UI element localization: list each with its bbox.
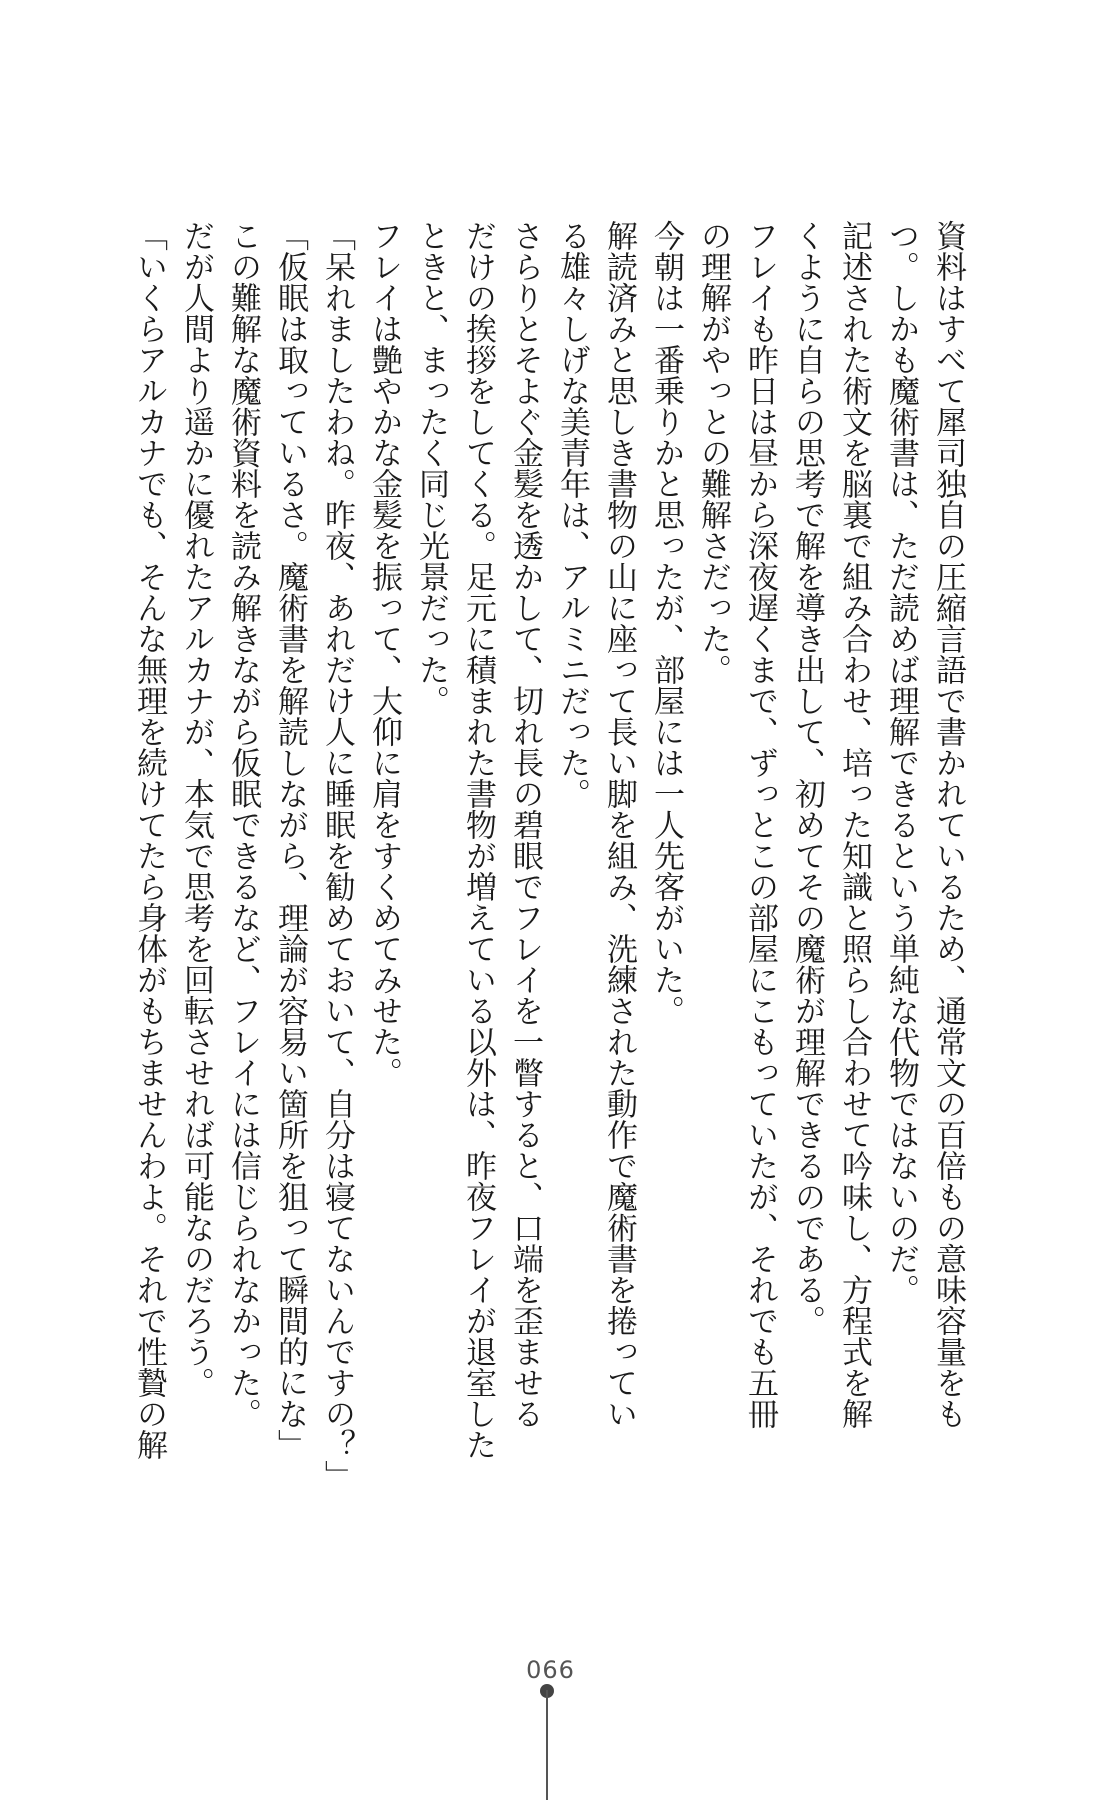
text-line: 今朝は一番乗りかと思ったが、部屋には一人先客がいた。: [648, 220, 684, 1026]
body-text: [125, 220, 971, 1491]
text-line: つ。しかも魔術書は、ただ読めば理解できるという単純な代物ではないのだ。: [883, 220, 919, 1305]
text-line: 「いくらアルカナでも、そんな無理を続けてたら身体がもちませんわよ。それで性贄の解: [131, 220, 167, 1460]
text-line: 解読済みと思しき書物の山に座って長い脚を組み、洗練された動作で魔術書を捲ってい: [601, 220, 637, 1429]
text-line: 資料はすべて犀司独自の圧縮言語で書かれているため、通常文の百倍もの意味容量をも: [930, 220, 966, 1429]
text-line: ときと、まったく同じ光景だった。: [413, 220, 449, 716]
text-line: 記述された術文を脳裏で組み合わせ、培った知識と照らし合わせて吟味し、方程式を解: [836, 220, 872, 1429]
text-line: この難解な魔術資料を読み解きながら仮眠できるなど、フレイには信じられなかった。: [225, 220, 261, 1429]
text-line: 「仮眠は取っているさ。魔術書を解読しながら、理論が容易い箇所を狙って瞬間的にな」: [272, 220, 308, 1460]
text-line: る雄々しげな美青年は、アルミニだった。: [554, 220, 590, 809]
text-line: だが人間より遥かに優れたアルカナが、本気で思考を回転させれば可能なのだろう。: [178, 220, 214, 1398]
text-line: 「呆れましたわね。昨夜、あれだけ人に睡眠を勧めておいて、自分は寝てないんですの？」: [319, 220, 355, 1491]
page-number: 066: [526, 1656, 575, 1684]
page-marker-line: [546, 1690, 548, 1800]
text-line: の理解がやっとの難解さだった。: [695, 220, 731, 685]
text-line: くように自らの思考で解を導き出して、初めてその魔術が理解できるのである。: [789, 220, 825, 1336]
text-line: だけの挨拶をしてくる。足元に積まれた書物が増えている以外は、昨夜フレイが退室した: [460, 220, 496, 1460]
text-line: さらりとそよぐ金髪を透かして、切れ長の碧眼でフレイを一瞥すると、口端を歪ませる: [507, 220, 543, 1429]
text-line: フレイは艶やかな金髪を振って、大仰に肩をすくめてみせた。: [366, 220, 402, 1088]
text-line: フレイも昨日は昼から深夜遅くまで、ずっとこの部屋にこもっていたが、それでも五冊: [742, 220, 778, 1429]
